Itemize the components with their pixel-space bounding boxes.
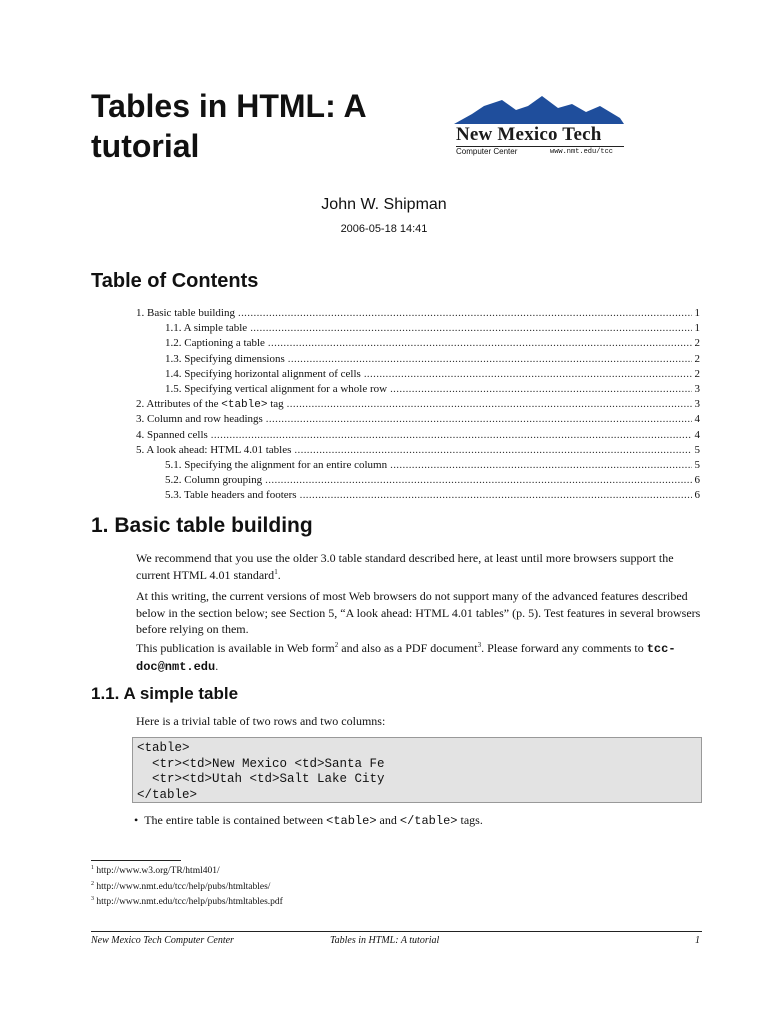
toc-item[interactable]: 1.1. A simple table . . . 1 (136, 321, 700, 336)
logo-url: www.nmt.edu/tcc (550, 148, 614, 156)
section-heading: 1. Basic table building (91, 514, 313, 537)
code-example: <table> <tr><td>New Mexico <td>Santa Fe <tr><td>Utah <td>Salt Lake City </table> (132, 737, 702, 803)
toc-item[interactable]: 5. A look ahead: HTML 4.01 tables . . . 5 (136, 443, 700, 458)
paragraph: This publication is available in Web form$^2$ and also as a PDF document$^3$. Please forward any comments to tcc-doc@nmt.edu. (136, 641, 676, 674)
footer-title: Tables in HTML: A tutorial (330, 935, 440, 946)
toc-heading: Table of Contents (91, 270, 259, 292)
logo-name: New Mexico Tech (456, 124, 602, 145)
toc-item[interactable]: 1.5. Specifying vertical alignment for a whole row . . . 3 (136, 382, 700, 397)
bullet-icon: • (134, 813, 145, 827)
mountains-icon (454, 96, 626, 126)
date: 2006-05-18 14:41 (340, 223, 428, 235)
footnote: $^2$ http://www.nmt.edu/tcc/help/pubs/htmltables/ (91, 880, 271, 892)
footnote-ref[interactable]: 3 (477, 641, 482, 649)
toc-item[interactable]: 3. Column and row headings . . . 4 (136, 412, 700, 427)
subsection-heading: 1.1. A simple table (91, 684, 239, 703)
footer-organization: New Mexico Tech Computer Center (91, 935, 234, 946)
author: John W. Shipman (321, 196, 447, 213)
footnote: $^3$ http://www.nmt.edu/tcc/help/pubs/htmltables.pdf (91, 896, 283, 908)
toc-item[interactable]: 1.2. Captioning a table . . . 2 (136, 336, 700, 351)
footnote-link[interactable]: http://www.w3.org/TR/html401/ (96, 866, 220, 877)
paragraph: At this writing, the current versions of most Web browsers do not support many of the advanced features described below in the section below; see Section 5, “A look ahead: HTML 4.01 tables” (p. 5). Test features in several browsers before relying on them. (136, 589, 701, 636)
document-title: Tables in HTML: A tutorial (91, 88, 366, 164)
paragraph: Here is a trivial table of two rows and two columns: (136, 714, 386, 728)
footnote-link[interactable]: http://www.nmt.edu/tcc/help/pubs/htmltables.pdf (96, 897, 283, 908)
footnote-rule (91, 860, 181, 861)
email-link[interactable]: tcc-doc@nmt.edu (136, 642, 676, 674)
toc-item[interactable]: 2. Attributes of the <table> tag . . . 3 (136, 397, 700, 412)
toc-item[interactable]: 5.3. Table headers and footers . . . 6 (136, 488, 700, 503)
nmt-logo (454, 96, 626, 158)
paragraph: We recommend that you use the older 3.0 table standard described here, at least until more browsers support the current HTML 4.01 standard$^1$. (136, 551, 674, 582)
toc-item[interactable]: 1.3. Specifying dimensions . . . 2 (136, 352, 700, 367)
footnote-link[interactable]: http://www.nmt.edu/tcc/help/pubs/htmltables/ (96, 881, 271, 892)
bullet-item: • The entire table is contained between <table> and </table> tags. (134, 813, 483, 828)
footnotes (91, 862, 283, 909)
page-number: 1 (695, 935, 700, 946)
footer-rule (91, 931, 702, 932)
toc-item[interactable]: 5.2. Column grouping . . . 6 (136, 473, 700, 488)
logo-subtitle: Computer Center (456, 147, 518, 156)
toc-item[interactable]: 4. Spanned cells . . . 4 (136, 428, 700, 443)
toc-item[interactable]: 1.4. Specifying horizontal alignment of cells . . . 2 (136, 367, 700, 382)
toc-item[interactable]: 1. Basic table building . . . 1 (136, 306, 700, 321)
footnote: $^1$ http://www.w3.org/TR/html401/ (91, 865, 220, 877)
footnote-ref[interactable]: 1 (274, 567, 278, 576)
footnote-ref[interactable]: 2 (334, 641, 339, 649)
toc-item[interactable]: 5.1. Specifying the alignment for an entire column . . . 5 (136, 458, 700, 473)
table-of-contents (136, 306, 700, 503)
